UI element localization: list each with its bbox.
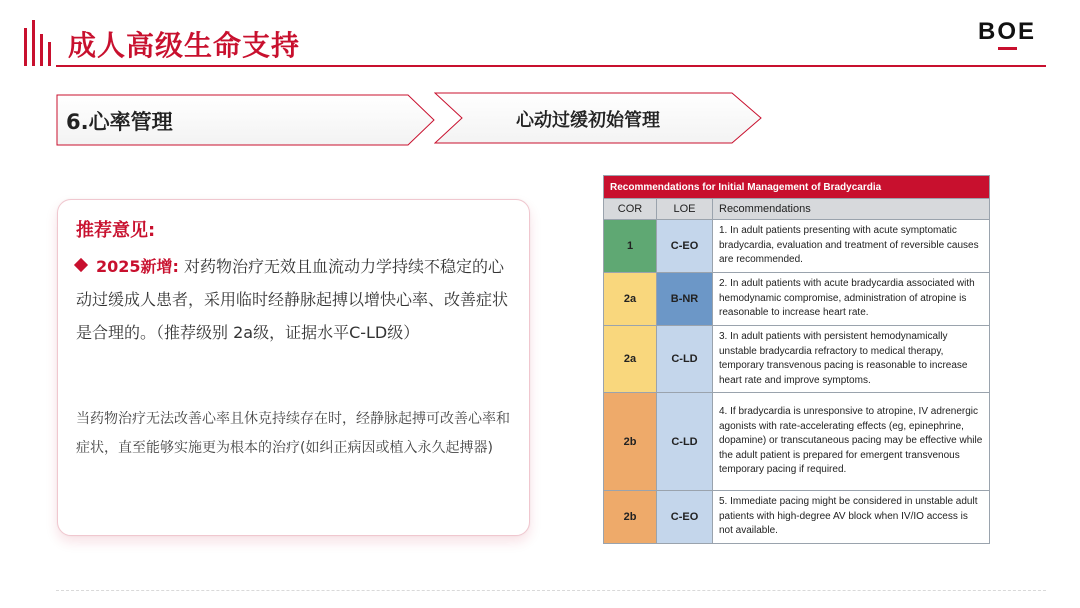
recommendation-cell: 4. If bradycardia is unresponsive to atropine, IV adrenergic agonists with rate-accelerating effects (eg, epinephrine, dopamine) or transcutaneous pacing may be effective while the adult patient is prepared for emergent transvenous temporary pacing if required. bbox=[713, 393, 990, 491]
subsection-label: 心动过缓初始管理 bbox=[516, 110, 660, 131]
table-row bbox=[604, 491, 990, 544]
loe-cell: C-EO bbox=[657, 220, 713, 273]
table-row bbox=[604, 393, 990, 491]
header-cor: COR bbox=[604, 199, 657, 220]
loe-cell: B-NR bbox=[657, 273, 713, 326]
cor-cell: 2b bbox=[604, 491, 657, 544]
brand-logo: BOE bbox=[978, 18, 1037, 45]
recommendation-bullet bbox=[76, 250, 516, 349]
recommendation-title: 推荐意见: bbox=[76, 220, 156, 241]
logo-bars-icon bbox=[22, 20, 52, 66]
section-label: 6.心率管理 bbox=[66, 110, 173, 134]
explanation-note: 当药物治疗无法改善心率且休克持续存在时，经静脉起搏可改善心率和症状，直至能够实施更为根本的治疗(如纠正病因或植入永久起搏器) bbox=[76, 411, 510, 456]
table-row bbox=[604, 326, 990, 393]
recommendations-table bbox=[603, 175, 990, 544]
loe-cell: C-EO bbox=[657, 491, 713, 544]
loe-cell: C-LD bbox=[657, 393, 713, 491]
cor-cell: 1 bbox=[604, 220, 657, 273]
table-row bbox=[604, 220, 990, 273]
new-2025-label: 2025新增: bbox=[96, 257, 179, 276]
section-chevron bbox=[56, 94, 436, 146]
diamond-bullet-icon bbox=[74, 258, 88, 272]
recommendation-cell: 5. Immediate pacing might be considered in unstable adult patients with high-degree AV block when IV/IO access is not available. bbox=[713, 491, 990, 544]
recommendation-card bbox=[57, 199, 530, 536]
subsection-chevron bbox=[434, 92, 764, 144]
recommendation-cell: 1. In adult patients presenting with acute symptomatic bradycardia, evaluation and treatment of reversible causes are recommended. bbox=[713, 220, 990, 273]
recommendation-cell: 2. In adult patients with acute bradycardia associated with hemodynamic compromise, administration of atropine is reasonable to increase heart rate. bbox=[713, 273, 990, 326]
page-title: 成人高级生命支持 bbox=[68, 29, 301, 62]
cor-cell: 2b bbox=[604, 393, 657, 491]
table-title: Recommendations for Initial Management of Bradycardia bbox=[604, 176, 990, 199]
recommendation-text: 对药物治疗无效且血流动力学持续不稳定的心动过缓成人患者，采用临时经静脉起搏以增快心率、改善症状是合理的。（推荐级别 2a级，证据水平C-LD级） bbox=[76, 257, 509, 342]
header-divider bbox=[56, 65, 1046, 67]
cor-cell: 2a bbox=[604, 273, 657, 326]
recommendation-cell: 3. In adult patients with persistent hemodynamically unstable bradycardia refractory to medical therapy, temporary transvenous pacing is reasonable to increase heart rate and improve symptoms. bbox=[713, 326, 990, 393]
loe-cell: C-LD bbox=[657, 326, 713, 393]
footer-divider bbox=[56, 590, 1046, 591]
cor-cell: 2a bbox=[604, 326, 657, 393]
header-loe: LOE bbox=[657, 199, 713, 220]
table-row bbox=[604, 273, 990, 326]
header-recommendations: Recommendations bbox=[713, 199, 990, 220]
